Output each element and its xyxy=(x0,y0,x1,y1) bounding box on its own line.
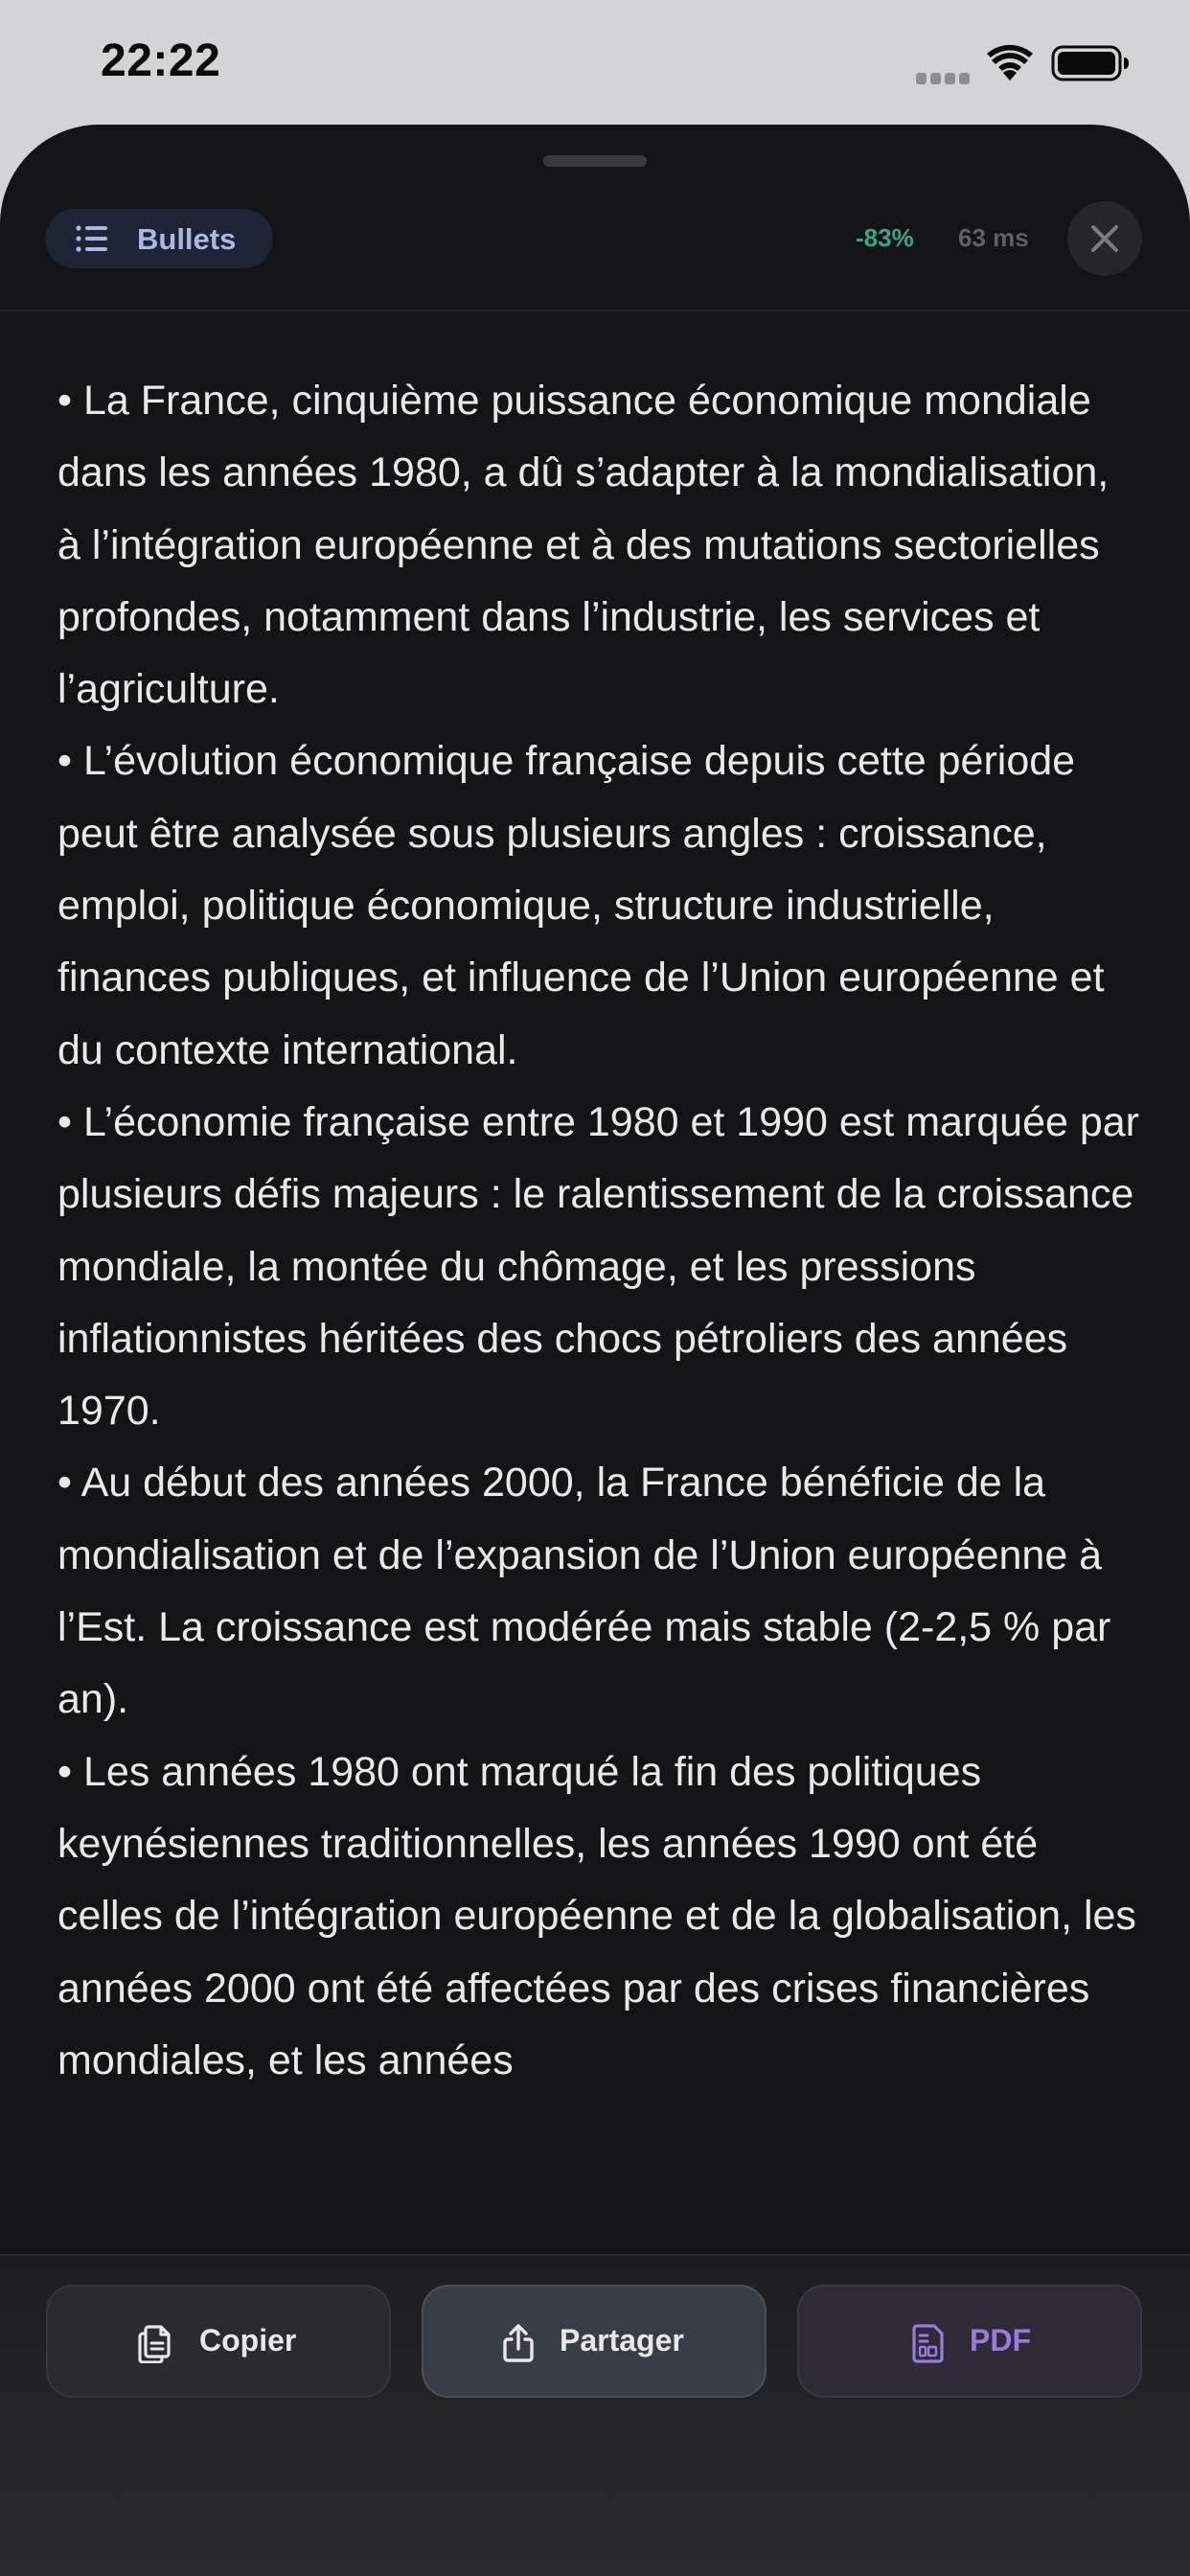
copy-icon xyxy=(136,2323,172,2363)
reduction-badge: -83% xyxy=(856,223,914,252)
bullets-mode-chip[interactable] xyxy=(45,209,273,268)
bullet-item: • Au début des années 2000, la France bénéficie de la mondialisation et de l’expansion de l’Union européenne à l’Est. La croissance est modérée mais stable (2-2,5 % par an). xyxy=(57,1460,1111,1723)
pdf-label: PDF xyxy=(970,2323,1031,2358)
close-button[interactable] xyxy=(1067,201,1142,276)
close-icon xyxy=(1090,224,1119,253)
bullet-list xyxy=(57,365,1140,2097)
summary-content[interactable] xyxy=(0,311,1190,2254)
mode-label: Bullets xyxy=(137,222,237,256)
latency-badge: 63 ms xyxy=(958,223,1029,252)
copy-label: Copier xyxy=(199,2323,297,2358)
bullet-item: • L’économie française entre 1980 et 1990 est marquée par plusieurs défis majeurs : le ralentissement de la croissance mondiale, la montée du chômage, et les pressions inflationnistes héritées des chocs pétroliers des années 1970. xyxy=(57,1098,1140,1435)
share-label: Partager xyxy=(560,2323,684,2358)
bullet-item: • L’évolution économique française depuis cette période peut être analysée sous plusieurs angles : croissance, emploi, politique économique, structure industrielle, finances publiques, et influence de l’Union européenne et du contexte international. xyxy=(57,738,1105,1073)
sheet-header xyxy=(0,125,1190,311)
status-bar xyxy=(0,0,1190,126)
copy-button[interactable] xyxy=(46,2285,391,2398)
status-time: 22:22 xyxy=(101,35,221,86)
cellular-signal-icon xyxy=(916,73,972,84)
list-icon xyxy=(76,225,108,252)
pdf-button[interactable] xyxy=(797,2285,1142,2398)
pdf-document-icon xyxy=(910,2323,947,2363)
wifi-icon xyxy=(987,44,1033,82)
share-icon xyxy=(500,2323,537,2363)
summary-sheet xyxy=(0,125,1190,2576)
bullet-item: • La France, cinquième puissance économique mondiale dans les années 1980, a dû s’adapter à la mondialisation, à l’intégration européenne et à des mutations sectorielles profondes, notamment dans l’industrie, les services et l’agriculture. xyxy=(57,378,1110,713)
share-button[interactable] xyxy=(422,2285,767,2398)
action-bar xyxy=(0,2254,1190,2576)
bullet-item: • Les années 1980 ont marqué la fin des politiques keynésiennes traditionnelles, les années 1990 ont été celles de l’intégration européenne et de la globalisation, les années 2000 ont été affectées par des crises financières mondiales, et les années xyxy=(57,1748,1136,2083)
battery-icon xyxy=(1051,44,1130,82)
